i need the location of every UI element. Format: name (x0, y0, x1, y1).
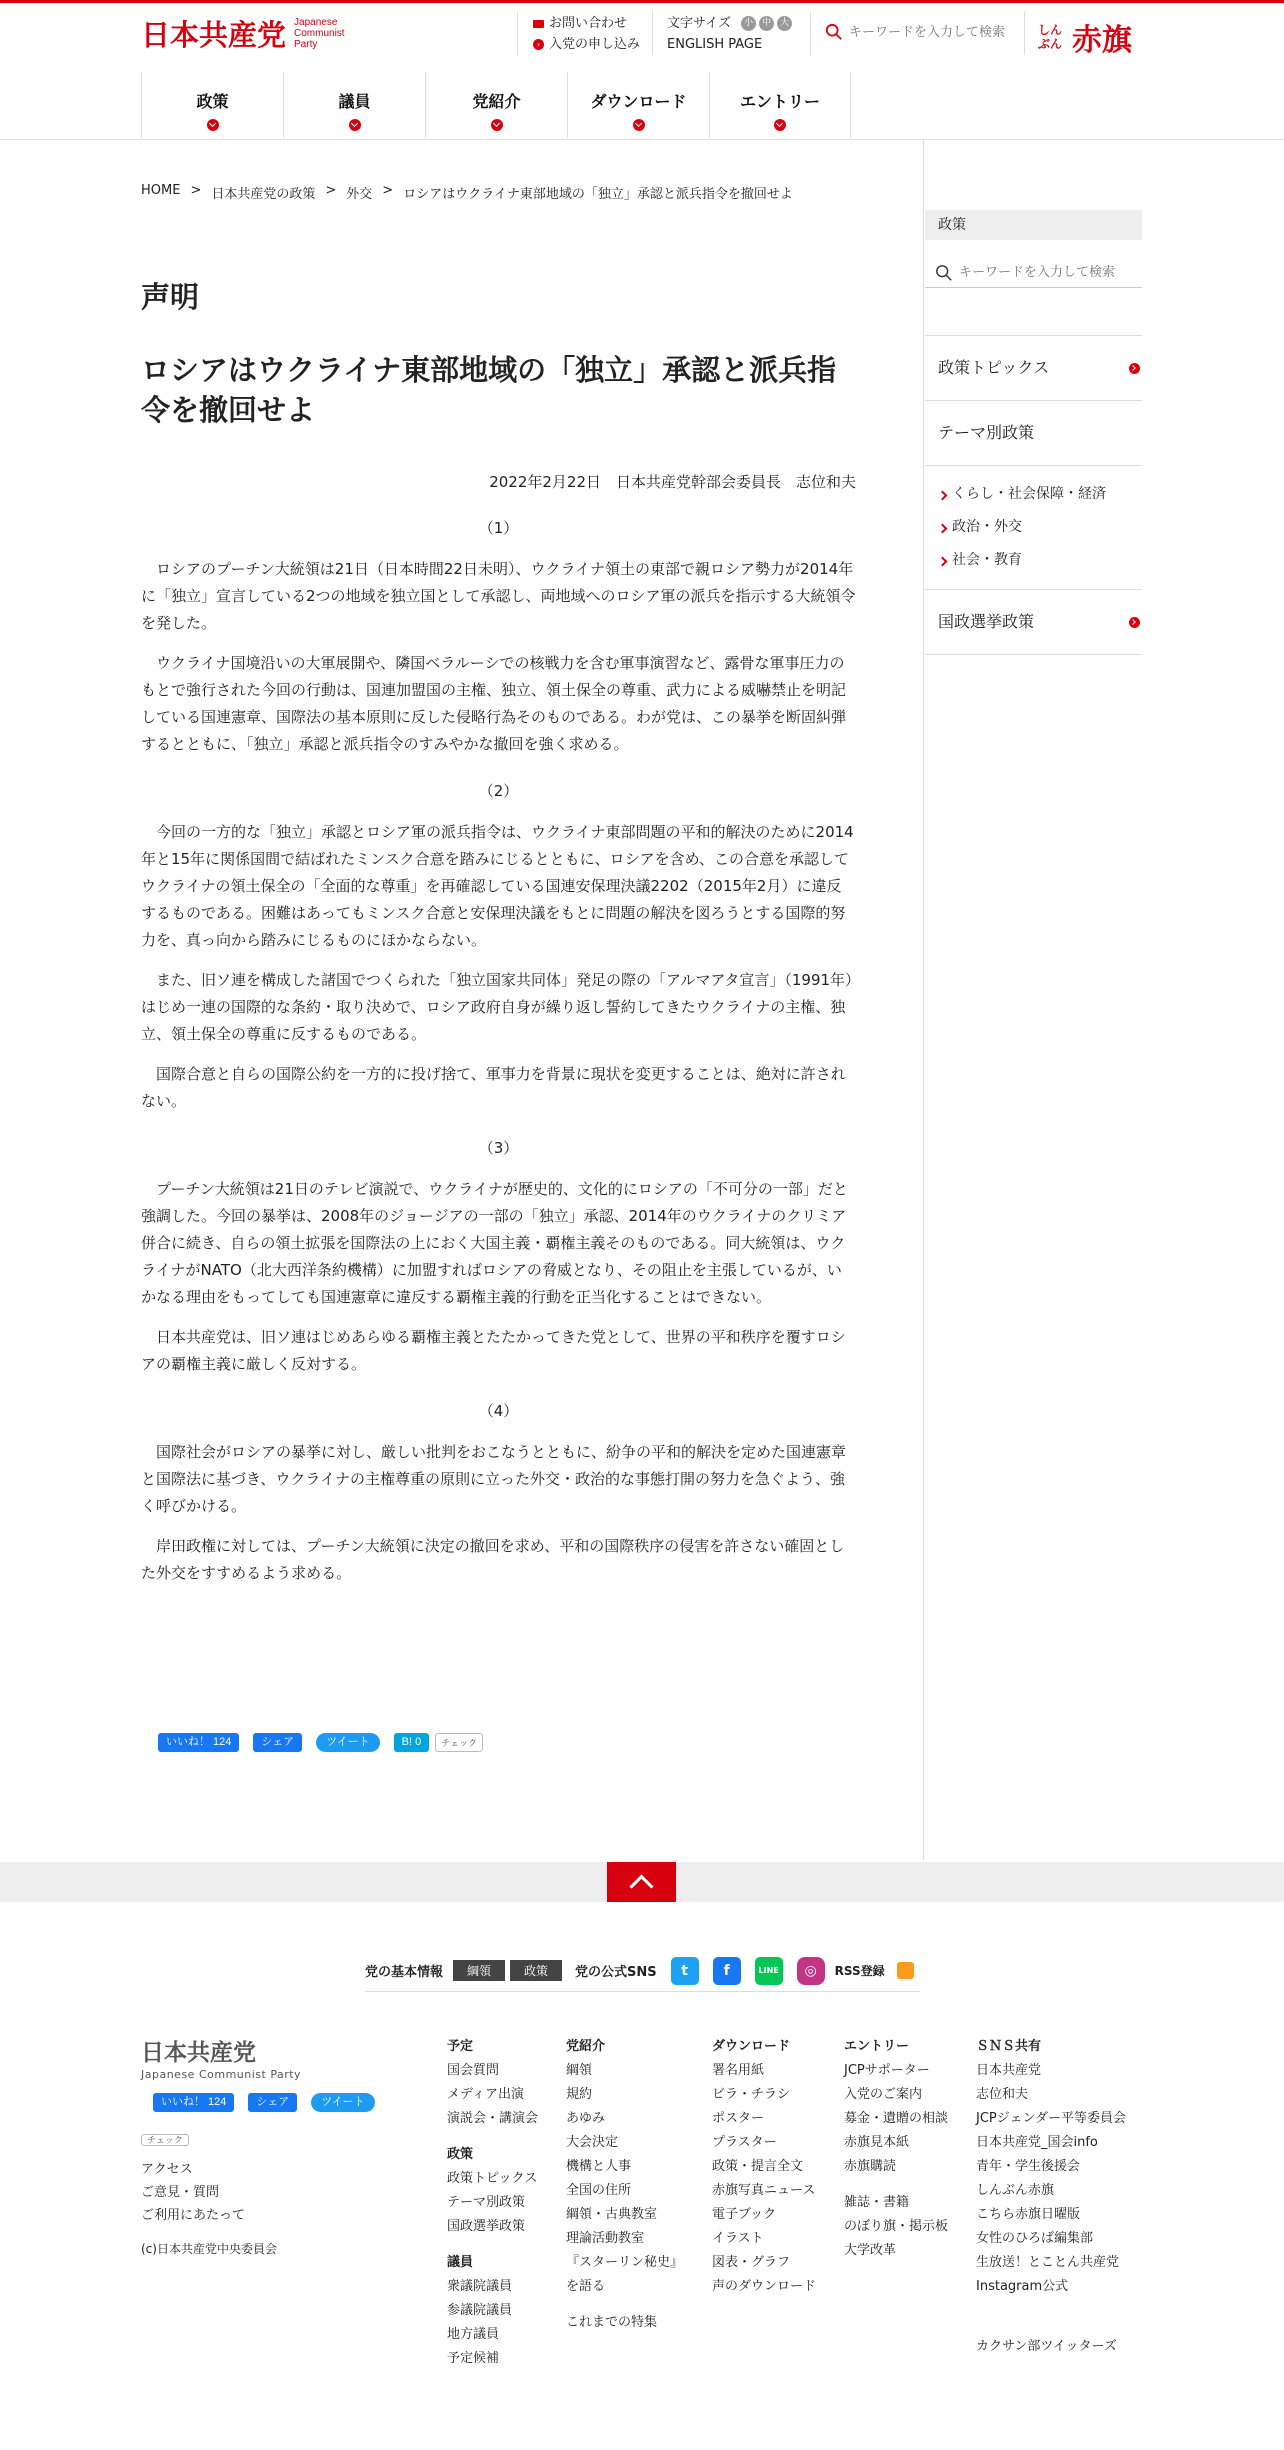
site-logo[interactable] (141, 13, 345, 54)
platform-button[interactable]: 綱領 (453, 1960, 505, 1981)
nav-divider (0, 139, 1284, 140)
sidebar-divider (923, 140, 924, 1860)
article-paragraph: 国際社会がロシアの暴挙に対し、厳しい批判をおこなうとともに、紛争の平和的解決を定めた国連憲章と国際法に基づき、ウクライナの主権尊重の原則に立った外交・政治的な事態打開の努力を急ぐよう、強く呼びかける。 (141, 1443, 847, 1515)
font-size-label: 文字サイズ (667, 16, 731, 31)
header-search-input[interactable] (849, 25, 1009, 40)
font-size-control (667, 13, 795, 55)
akahata-big-text: 赤旗 (1072, 23, 1132, 58)
footer-col-heading: ＳＮＳ共有 (976, 2039, 1042, 2054)
footer-column (447, 2035, 538, 2371)
footer-share-buttons (153, 2093, 389, 2112)
header-divider (517, 11, 518, 55)
footer-column (844, 2035, 948, 2263)
main-nav (141, 72, 851, 138)
footer-link[interactable]: 理論活動教室 (566, 2231, 645, 2246)
sns-label: 党の公式SNS (575, 1965, 657, 1980)
sidebar-item-theme[interactable]: テーマ別政策 (925, 401, 1142, 466)
footer-link-terms[interactable]: ご利用にあたって (141, 2208, 246, 2223)
breadcrumb-current: ロシアはウクライナ東部地域の「独立」承認と派兵指令を撤回せよ (403, 187, 793, 202)
footer-column (712, 2035, 816, 2299)
footer-link[interactable]: 『スターリン秘史』 (566, 2255, 684, 2270)
header-divider (810, 11, 811, 55)
search-icon[interactable] (825, 23, 843, 41)
footer-link[interactable]: のぼり旗・掲示板 (844, 2219, 949, 2234)
footer-link[interactable]: 雑誌・書籍 (844, 2195, 910, 2210)
twitter-icon[interactable]: t (671, 1957, 699, 1985)
sidebar-heading: 政策 (925, 210, 1142, 240)
article-body (141, 515, 856, 1600)
footer-column (566, 2035, 683, 2335)
chevron-down-icon (633, 119, 645, 131)
footer-link[interactable]: 機構と人事 (566, 2159, 632, 2174)
footer-link[interactable]: Instagram公式 (976, 2279, 1069, 2294)
footer-link[interactable]: これまでの特集 (566, 2315, 658, 2330)
footer-link[interactable]: あゆみ (566, 2111, 606, 2126)
page-title: ロシアはウクライナ東部地域の「独立」承認と派兵指令を撤回せよ (141, 353, 837, 427)
footer-link[interactable]: 演説会・講演会 (447, 2111, 539, 2126)
footer-col-heading: 議員 (447, 2255, 474, 2270)
footer-link[interactable]: 綱領 (566, 2063, 593, 2078)
footer-link[interactable]: メディア出演 (447, 2087, 524, 2102)
tweet-button[interactable]: ツイート (316, 1733, 379, 1752)
footer-link[interactable]: 生放送！とことん共産党 (976, 2255, 1120, 2270)
section-number: （4） (478, 1402, 519, 1420)
footer-link[interactable]: 国会質問 (447, 2063, 500, 2078)
footer-check (141, 2128, 203, 2150)
sidebar-item-topics[interactable]: 政策トピックス (925, 336, 1142, 401)
font-size-small-button[interactable]: 小 (741, 16, 756, 31)
nav-item-members[interactable]: 議員 (283, 72, 425, 138)
footer-link[interactable]: 電子ブック (712, 2207, 777, 2222)
facebook-like-button[interactable]: いいね！ 124 (153, 2093, 234, 2112)
footer-link[interactable]: 募金・遺贈の相談 (844, 2111, 949, 2126)
footer-basic-info (365, 1950, 920, 1992)
sidebar-subitem-society[interactable]: 社会・教育 (938, 544, 1142, 577)
footer-link[interactable]: JCPジェンダー平等委員会 (976, 2111, 1126, 2126)
instagram-icon[interactable]: ◎ (797, 1957, 825, 1985)
footer-link[interactable]: 予定候補 (447, 2351, 500, 2366)
chevron-down-icon (349, 119, 361, 131)
footer-link[interactable]: 赤旗見本紙 (844, 2135, 910, 2150)
footer-col-heading: 政策 (447, 2147, 474, 2162)
basic-info-label: 党の基本情報 (365, 1965, 444, 1980)
article-paragraph: また、旧ソ連を構成した諸国でつくられた「独立国家共同体」発足の際の「アルマアタ宣言」（1991年）はじめ一連の国際的な条約・取り決めで、ロシア政府自身が繰り返し誓約してきたウクライナの主権、独立、領土保全の尊重に反するものである。 (141, 971, 853, 1043)
facebook-share-button[interactable]: シェア (253, 1733, 302, 1752)
footer-link[interactable]: 声のダウンロード (712, 2279, 817, 2294)
footer-link[interactable]: 参議院議員 (447, 2303, 513, 2318)
footer-link[interactable]: 大学改革 (844, 2243, 897, 2258)
footer-link[interactable]: 赤旗写真ニュース (712, 2183, 816, 2198)
sidebar (925, 210, 1142, 655)
article-byline: 2022年2月22日 日本共産党幹部会委員長 志位和夫 (489, 473, 856, 491)
sidebar-search (925, 258, 1142, 288)
footer-link[interactable]: 規約 (566, 2087, 593, 2102)
footer-column (976, 2035, 1126, 2359)
facebook-like-button[interactable]: いいね！ 124 (158, 1733, 239, 1752)
mail-icon (533, 20, 544, 28)
join-link[interactable]: › 入党の申し込み (533, 34, 640, 55)
logo-text-jp: 日本共産党 (141, 18, 287, 52)
article-paragraph: ウクライナ国境沿いの大軍展開や、隣国ベラルーシでの核戦力を含む軍事演習など、露骨な軍事圧力のもとで強行された今回の行動は、国連加盟国の主権、独立、領土保全の尊重、武力による威嚇禁止を明記している国連憲章、国際法の基本原則に反した侵略行為そのものである。わが党は、この暴挙を断固糾弾するとともに、「独立」承認と派兵指令のすみやかな撤回を強く求める。 (141, 654, 847, 753)
akahata-small-text: しんぶん (1038, 23, 1063, 51)
article-paragraph: 日本共産党は、旧ソ連はじめあらゆる覇権主義とたたかってきた党として、世界の平和秩序を覆すロシアの覇権主義に厳しく反対する。 (141, 1328, 846, 1373)
footer-link[interactable]: しんぶん赤旗 (976, 2183, 1055, 2198)
footer-links (141, 2158, 245, 2227)
footer-link[interactable]: 日本共産党 (976, 2063, 1042, 2078)
footer-link[interactable]: 女性のひろば編集部 (976, 2231, 1094, 2246)
footer-link[interactable]: こちら赤旗日曜版 (976, 2207, 1081, 2222)
sidebar-item-election[interactable]: 国政選挙政策 (925, 590, 1142, 655)
facebook-icon[interactable]: f (713, 1957, 741, 1985)
policy-button[interactable]: 政策 (510, 1960, 562, 1981)
copyright: (c)日本共産党中央委員会 (141, 2242, 277, 2256)
footer-logo[interactable]: 日本共産党 Japanese Communist Party (141, 2040, 302, 2081)
sidebar-theme-list (925, 466, 1142, 590)
search-icon[interactable] (935, 264, 953, 282)
breadcrumb-separator: > (190, 183, 202, 198)
footer-link[interactable]: プラスター (712, 2135, 777, 2150)
rss-label: RSS登録 (834, 1964, 885, 1978)
footer-link[interactable]: ビラ・チラシ (712, 2087, 791, 2102)
footer-col-heading: エントリー (844, 2039, 910, 2054)
chevron-down-icon (774, 119, 786, 131)
footer-link[interactable]: 志位和夫 (976, 2087, 1029, 2102)
share-buttons (158, 1733, 497, 1752)
chevron-down-icon (207, 119, 219, 131)
footer-link-feedback[interactable]: ご意見・質問 (141, 2185, 220, 2200)
section-number: （1） (478, 519, 519, 537)
arrow-circle-icon: › (533, 39, 544, 50)
akahata-link[interactable] (1038, 15, 1132, 59)
footer-link[interactable]: を語る (566, 2279, 606, 2294)
sidebar-subitem-living[interactable]: くらし・社会保障・経済 (938, 478, 1142, 511)
footer-link[interactable]: 政策・提言全文 (712, 2159, 804, 2174)
footer-link[interactable]: 綱領・古典教室 (566, 2207, 658, 2222)
breadcrumb-policy[interactable]: 日本共産党の政策 (211, 187, 316, 202)
breadcrumb-separator: > (325, 183, 337, 198)
breadcrumb-separator: > (382, 183, 394, 198)
footer-col-heading: 党紹介 (566, 2039, 606, 2054)
logo-text-en: Japanese Communist Party (294, 17, 345, 50)
tweet-button[interactable]: ツイート (311, 2093, 374, 2112)
chevron-right-icon (1129, 617, 1140, 628)
header-search (825, 19, 1015, 45)
footer-link[interactable]: JCPサポーター (844, 2063, 930, 2078)
rss-icon[interactable] (897, 1962, 914, 1979)
footer-link[interactable]: 入党のご案内 (844, 2087, 923, 2102)
footer-link-access[interactable]: アクセス (141, 2162, 193, 2177)
footer-link[interactable]: 青年・学生後援会 (976, 2159, 1081, 2174)
chevron-right-icon (1129, 363, 1140, 374)
header-divider (652, 11, 653, 55)
footer-link[interactable]: ポスター (712, 2111, 765, 2126)
breadcrumb-home[interactable]: HOME (141, 183, 181, 198)
nav-item-policy[interactable]: 政策 (141, 72, 283, 138)
footer-link[interactable]: カクサン部ツイッターズ (976, 2339, 1117, 2354)
line-icon[interactable]: LINE (755, 1957, 783, 1985)
footer-link[interactable]: 図表・グラフ (712, 2255, 791, 2270)
mixi-check-button[interactable]: チェック (435, 1733, 483, 1752)
footer-link[interactable]: 全国の住所 (566, 2183, 632, 2198)
nav-item-entry[interactable]: エントリー (709, 72, 851, 138)
sidebar-subitem-politics[interactable]: 政治・外交 (938, 511, 1142, 544)
sidebar-spacer (925, 288, 1142, 336)
article-paragraph: 今回の一方的な「独立」承認とロシア軍の派兵指令は、ウクライナ東部問題の平和的解決のために2014年と15年に関係国間で結ばれたミンスク合意を踏みにじるとともに、ロシアを含め、この合意を承認してウクライナの領土保全の「全面的な尊重」を再確認している国連安保理決議2202（2015年2月）に違反するものである。困難はあってもミンスク合意と安保理決議をもとに問題の解決を図ろうとする国際的努力を、真っ向から踏みにじるものにほかならない。 (141, 823, 854, 949)
article-paragraph: 国際合意と自らの国際公約を一方的に投げ捨て、軍事力を背景に現状を変更することは、絶対に許されない。 (141, 1065, 846, 1110)
header-divider (1024, 11, 1025, 55)
breadcrumb-diplomacy[interactable]: 外交 (346, 187, 373, 202)
article-paragraph: ロシアのプーチン大統領は21日（日本時間22日未明）、ウクライナ領土の東部で親ロシア勢力が2014年に「独立」宣言している2つの地域を独立国として承認し、両地域へのロシア軍の派兵を指示する大統領令を発した。 (141, 560, 856, 632)
contact-link[interactable]: お問い合わせ (533, 13, 640, 34)
footer-link[interactable]: テーマ別政策 (447, 2195, 526, 2210)
nav-item-about[interactable]: 党紹介 (425, 72, 567, 138)
header-links (533, 13, 640, 55)
article-paragraph: プーチン大統領は21日のテレビ演説で、ウクライナが歴史的、文化的にロシアの「不可分の一部」だと強調した。今回の暴挙は、2008年のジョージアの一部の「独立」承認、2014年のウクライナのクリミア併合に続き、自らの領土拡張を国際法の上におく大国主義・覇権主義そのものである。同大統領は、ウクライナがNATO（北大西洋条約機構）に加盟すればロシアの脅威となり、その阻止を主張しているが、いかなる理由をもってしても国連憲章に違反する覇権主義的行動を正当化することはできない。 (141, 1180, 848, 1306)
article-category-label: 声明 (141, 280, 200, 314)
footer-link[interactable]: 政策トピックス (447, 2171, 538, 2186)
nav-item-download[interactable]: ダウンロード (567, 72, 709, 138)
footer-link[interactable]: 日本共産党_国会info (976, 2135, 1098, 2150)
footer-link[interactable]: 大会決定 (566, 2135, 619, 2150)
article-paragraph: 岸田政権に対しては、プーチン大統領に決定の撤回を求め、平和の国際秩序の侵害を許さない確固とした外交をすすめるよう求める。 (141, 1537, 845, 1582)
footer-col-heading: 予定 (447, 2039, 474, 2054)
mixi-check-button[interactable]: チェック (141, 2134, 189, 2146)
breadcrumb (141, 183, 803, 202)
footer-link[interactable]: 地方議員 (447, 2327, 500, 2342)
facebook-share-button[interactable]: シェア (248, 2093, 297, 2112)
section-number: （2） (478, 782, 519, 800)
footer-link[interactable]: 衆議院議員 (447, 2279, 513, 2294)
site-header (0, 3, 1284, 63)
section-number: （3） (478, 1139, 519, 1157)
footer-link[interactable]: 署名用紙 (712, 2063, 765, 2078)
hatena-bookmark-button[interactable]: B! 0 (394, 1733, 430, 1752)
font-size-medium-button[interactable]: 中 (759, 16, 774, 31)
sidebar-search-input[interactable] (959, 265, 1139, 280)
footer-link[interactable]: 国政選挙政策 (447, 2219, 526, 2234)
back-to-top-button[interactable] (607, 1862, 676, 1902)
footer-link[interactable]: 赤旗購読 (844, 2159, 897, 2174)
footer-col-heading: ダウンロード (712, 2039, 791, 2054)
footer-link[interactable]: イラスト (712, 2231, 764, 2246)
english-page-link[interactable]: ENGLISH PAGE (667, 37, 763, 52)
font-size-large-button[interactable]: 大 (777, 16, 792, 31)
chevron-down-icon (491, 119, 503, 131)
